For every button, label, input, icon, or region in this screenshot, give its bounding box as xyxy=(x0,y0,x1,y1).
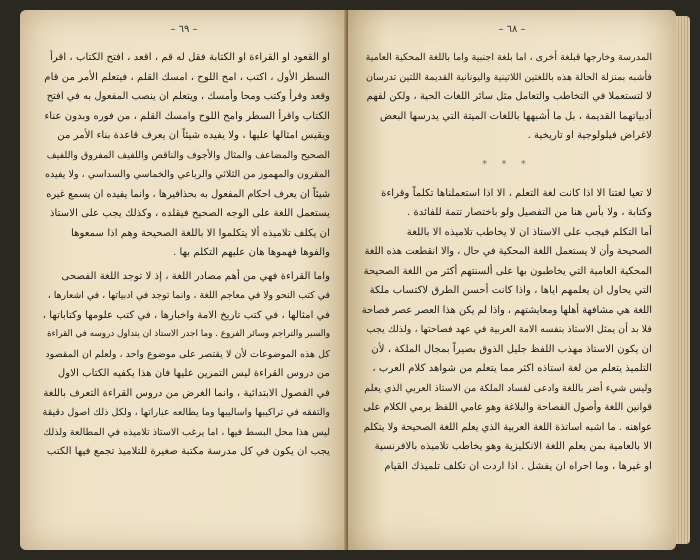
text-line: يجب ان يكون في كل مدرسة مكتبة صغيرة للتلاميذ تجمع فيها الكتب xyxy=(46,446,330,457)
text-line: او غيرها ، وما احراه ان يفشل . اذا اردت ان تكلف تلميذك القيام xyxy=(384,460,652,472)
text-line: وقعد وقرأ وكتب ومحا وأمسك ، ويتعلم ان ينصب المفعول به في افتح xyxy=(46,91,330,102)
text-line: الكتاب واقرأ السطر وامح اللوح وامسك القلم ، من فوره وبدون عناء xyxy=(44,110,330,122)
text-line: الصحيحة وأن لا يستعمل اللغة المحكية في حال ، والا انقطعت هذه اللغة xyxy=(364,246,652,257)
text-line: لاغراض فيلولوجية او تاريخية . xyxy=(527,130,652,141)
text-line: أما التكلم فيجب على الاستاذ ان لا يخاطب تلاميذه الا باللغة xyxy=(406,226,652,238)
text-line: والسير والتراجم وسائر الفروع . وما اجدر الاستاذ ان يتداول دروسه في القراءة xyxy=(46,329,330,339)
text-line: التي يحاول ان يعلمهم اياها ، واذا كانت أحسن الطرق لاكتساب ملكة xyxy=(369,285,652,296)
text-line: قوانين اللغة وأصول الفصاحة والبلاغة وهو عامي اللفظ يرمي الكلام على xyxy=(363,402,652,413)
text-line: السطر الأول ، اكتب ، امح اللوح ، امسك القلم ، فيتعلم الأمر من قام xyxy=(44,71,330,83)
text-line: في الفصول الابتدائية ، وانما الغرض من دروس القراءة التعرف باللغة xyxy=(43,387,330,399)
text-line: المدرسة وخارجها قبلغة أخرى ، اما بلغة اجنبية واما باللغة المحكية العامية xyxy=(365,52,652,63)
text-line: أدبياتهما القديمة ، بل ما أشبهها باللغات الميتة التي يدرسها البعض xyxy=(379,110,652,122)
text-line: كل هذه الموضوعات لأن لا يقتصر على موضوع واحد ، ولعلم ان المقصود xyxy=(45,348,330,360)
text-line: الا بالعامية بمن يعلم اللغة الانكليزية وهو يخاطب تلاميذه بالافرنسية xyxy=(374,441,652,452)
text-line: والتفقه في تراكيبها واساليبها وما يطالعه عباراتها ، ولكل ذلك اصول دقيقة xyxy=(42,407,330,418)
text-line: من دروس القراءة ليس التمرين عليها فان هذا يكفيه الكتاب الاول xyxy=(57,368,330,379)
text-line: المحكية العامية التي يخاطبون بها على ألسنتهم أكثر من اللغة الصحيحة xyxy=(363,265,652,277)
text-line: في كتب النحو ولا في معاجم اللغة ، وانما توجد في ادبياتها ، في اشعارها ، xyxy=(47,290,330,301)
text-line: او القعود او القراءة او الكتابة فقل له قم ، اقعد ، افتح الكتاب ، اقرأ xyxy=(50,52,330,63)
page-number: – ٦٩ – xyxy=(170,24,198,35)
open-book xyxy=(10,4,694,556)
page-body xyxy=(362,48,652,476)
text-line: ان يكون الاستاذ مهذب اللفظ جليل الذوق بصيراً بمجال الملكة ، لأن xyxy=(371,343,652,355)
text-line: في امثالها ، في كتب تاريخ الامة واخبارها ، في كتب علومها وكتاباتها ، xyxy=(42,309,330,321)
text-line: والفوها فهموها هان عليهم التكلم بها . xyxy=(173,247,330,258)
text-line: لا لتستعملا في التخاطب والتعامل مثل سائر اللغات الحية ، ولكن لفهم xyxy=(366,91,652,102)
text-line: لا تعيا لغتنا الا اذا كانت لغة التعلم ، الا اذا استعملناها تكلماً وقراءة xyxy=(381,187,652,199)
text-line: الصحيح والمضاعف والمثال والأجوف والناقص واللفيف المفروق واللفيف xyxy=(46,149,330,161)
text-line: ليس هذا محل البسط فيها ، اما يرغب الاستاذ تلاميذه في المطالعة ولذلك xyxy=(43,426,330,438)
text-line: التلميذ يتعلم من لغة استاذه اكثر مما يتعلم من شواهد كلام العرب ، xyxy=(372,363,652,374)
text-line: المقرون والمهموز من الثلاثي والرباعي والخماسي والسداسي ، ولا يفيده xyxy=(45,169,330,180)
text-line: عواهنه . ما اشبه اساتذة اللغة العربية الذي يعلم اللغة الصحيحة ولا يتكلم xyxy=(363,421,652,433)
right-page xyxy=(348,10,676,550)
text-line: فأشبه بمنزلة الحالة هذه باللغتين اللاتينية واليونانية القديمة اللتين تدرسان xyxy=(365,71,652,83)
text-line: واما القراءة فهي من أهم مصادر اللغة ، إذ لا توجد اللغة الفصحى xyxy=(61,270,330,282)
page-edges xyxy=(676,16,690,544)
text-line: ان يكلف تلاميذه ألا يتكلموا الا باللغة الصحيحة وهم اذا سمعوها xyxy=(71,227,330,239)
section-ornament: * * * xyxy=(482,159,532,170)
text-line: ويقيس امثالها عليها ، ولا يفيده شيئاً ان يعرف قاعدة بناء الأمر من xyxy=(57,130,330,141)
left-page xyxy=(20,10,348,550)
page-body xyxy=(42,48,330,462)
text-line: يستعمل اللغة على الوجه الصحيح فيقلده ، وكذلك يجب على الاستاذ xyxy=(50,208,330,219)
page-number: – ٦٨ – xyxy=(498,24,526,35)
text-line: شيئاً ان يعرف احكام المفعول به بحذافيرها ، وانما يفيده ان يسمع غيره xyxy=(46,188,330,200)
text-line: فلا بد أن يمثل الاستاذ بنفسه الامة العربية في عهد فصاحتها ، ولذلك يجب xyxy=(366,324,652,335)
text-line: وليس شيء أضر باللغة وادعى لفساد الملكة من الاستاذ العربي الذي يعلم xyxy=(364,382,652,394)
text-line: اللغة هي مشافهة أهلها ومعايشتهم ، واذا لم يكن هذا العصر عصر فصاحة xyxy=(362,304,652,316)
text-line: وكتابة ، ولا بأس هنا من التفصيل ولو باختصار تتمة للفائدة . xyxy=(406,207,652,218)
